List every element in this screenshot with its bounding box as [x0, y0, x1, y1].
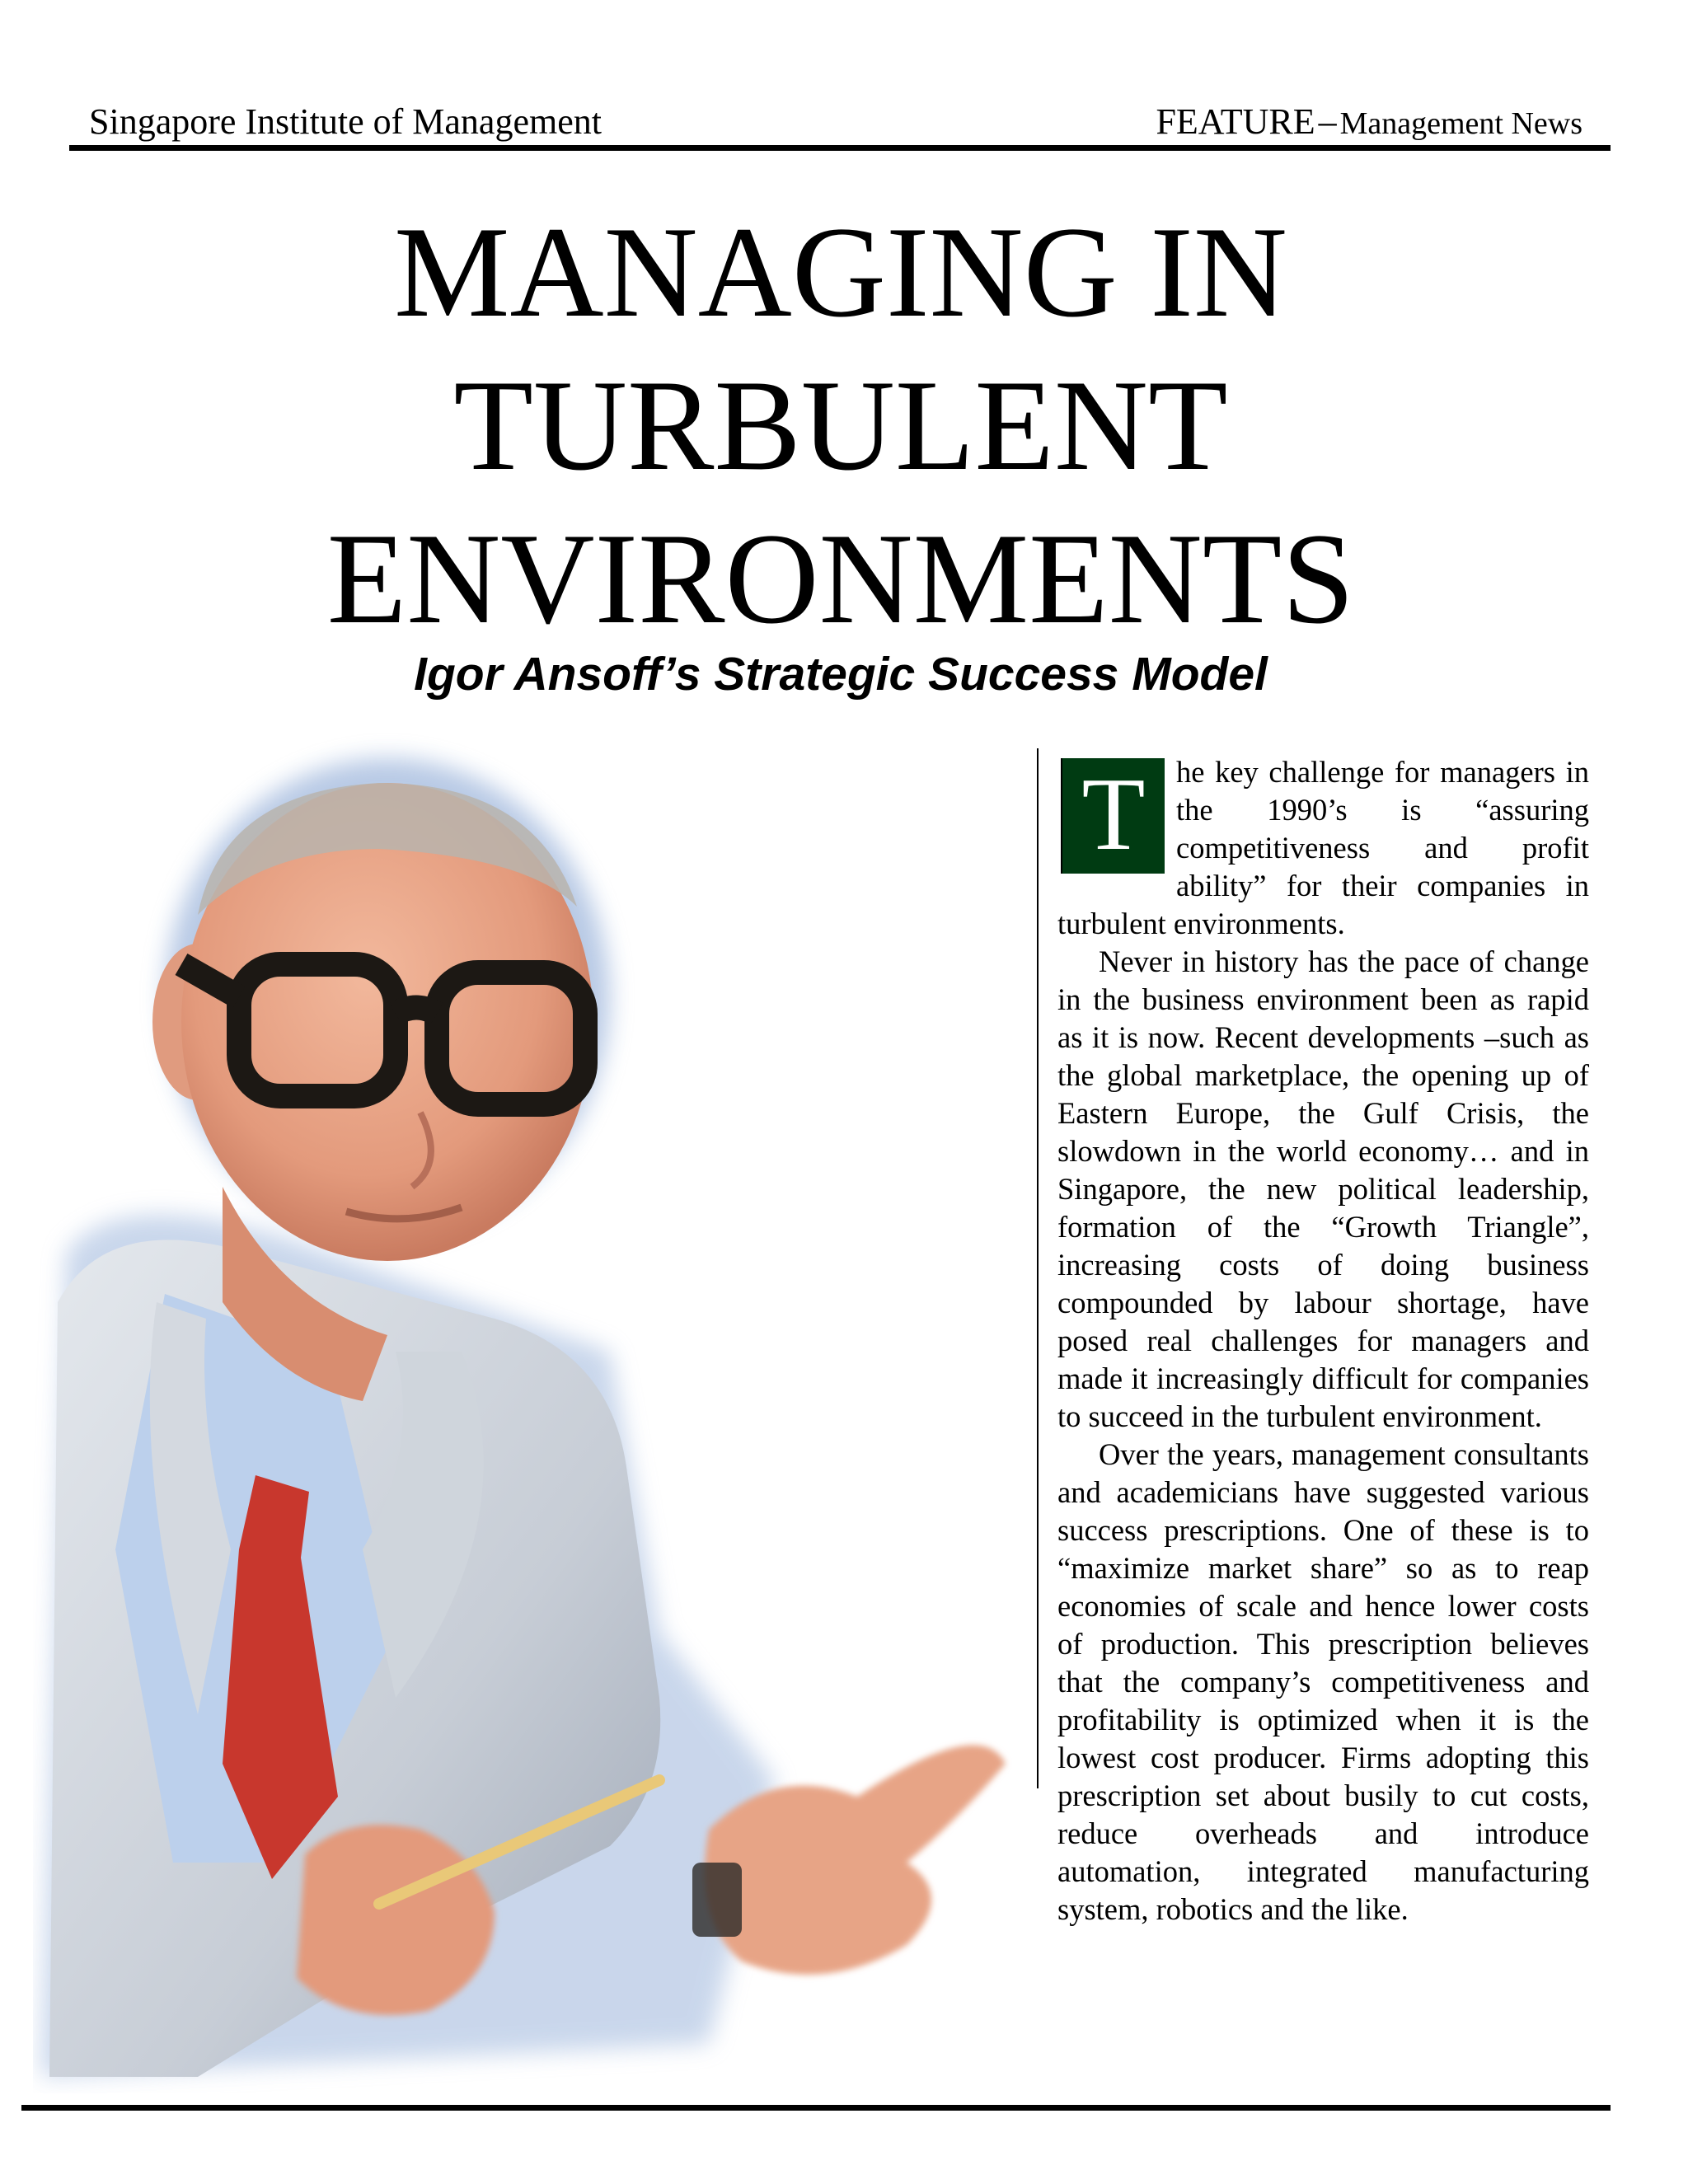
- header-dash: –: [1318, 101, 1337, 142]
- article-paragraph-1-text: he key challenge for managers in the 1990’s is “assuring competitiveness and profit ability” for their companies in turbulent environments.: [1057, 755, 1589, 940]
- column-rule: [1037, 748, 1039, 1788]
- section-name: Management News: [1339, 106, 1582, 141]
- drop-cap: T: [1061, 758, 1165, 874]
- feature-kicker: FEATURE: [1156, 101, 1315, 142]
- article-paragraph-2: Never in history has the pace of change in the business environment been as rapid as it is now. Recent developments –such as the global marketplace, the opening up of Eastern Europe, the Gulf Crisis, the slowdown in the world economy… and in Singapore, the new political leadership, formation of the “Growth Triangle”, increasing costs of doing business compounded by labour shortage, have posed real challenges for managers and made it increasingly difficult for companies to succeed in the turbulent environment.: [1057, 944, 1589, 1433]
- headline-line-1: MANAGING IN: [394, 200, 1287, 344]
- portrait-photo: [33, 725, 1055, 2093]
- article-paragraph-3: Over the years, management consultants and academicians have suggested various success prescriptions. One of these is to “maximize market share” so as to reap economies of scale and hence lower costs of production. This prescription believes that the company’s competitiveness and profitability is optimized when it is the lowest cost producer. Firms adopting this prescription set about busily to cut costs, reduce overheads and introduce automation, integrated manufacturing system, robotics and the like.: [1057, 1437, 1589, 1926]
- headline-line-2: TURBULENT: [453, 354, 1228, 498]
- headline-line-3: ENVIRONMENTS: [326, 507, 1355, 651]
- article-paragraph-1: [1057, 753, 1589, 943]
- publisher-name: Singapore Institute of Management: [89, 101, 602, 142]
- article-body: [1057, 753, 1589, 1929]
- bottom-rule: [21, 2105, 1611, 2111]
- top-rule: [69, 145, 1611, 151]
- subheadline: Igor Ansoff’s Strategic Success Model: [414, 648, 1268, 701]
- headline: [0, 196, 1681, 656]
